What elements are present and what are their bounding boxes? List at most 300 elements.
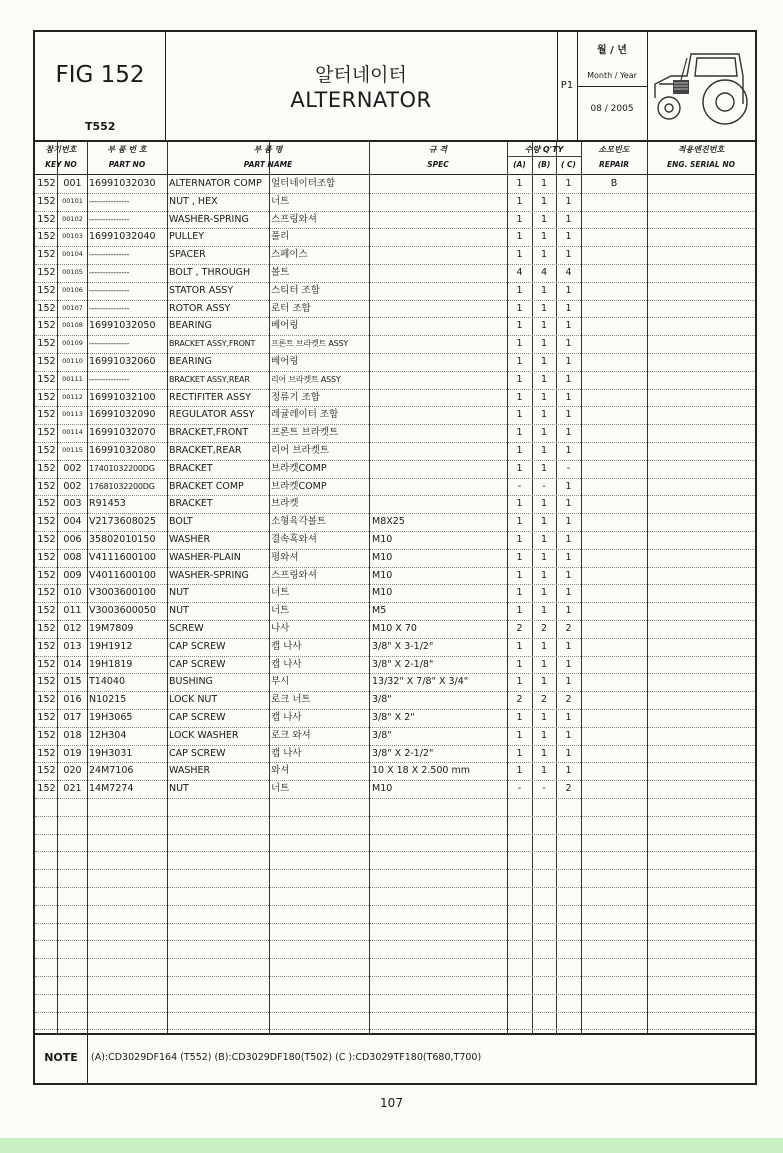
- header-qty-c: ( C): [561, 160, 576, 169]
- cell-b: -: [542, 783, 546, 795]
- header-key-korean: 참기번호: [45, 145, 77, 154]
- page-number: 107: [380, 1096, 403, 1110]
- cell-c: 1: [565, 213, 572, 225]
- cell-key: 019: [63, 747, 82, 759]
- cell-part: V3003600050: [89, 605, 156, 617]
- cell-b: 1: [540, 640, 548, 652]
- cell-b: 1: [540, 587, 548, 599]
- cell-b: 1: [540, 302, 548, 314]
- cell-fig: 152: [37, 409, 56, 421]
- cell-a: 1: [516, 462, 523, 474]
- cell-name-ko: 너트: [271, 195, 290, 207]
- title-english: ALTERNATOR: [290, 88, 432, 112]
- cell-repair: [581, 371, 647, 389]
- cell-fig: 152: [37, 427, 56, 439]
- cell-b: 1: [540, 213, 548, 225]
- cell-fig: 152: [37, 267, 56, 278]
- empty-row: [35, 816, 755, 835]
- cell-fig: 152: [37, 729, 56, 741]
- cell-name-en: BRACKET ASSY,REAR: [169, 374, 250, 384]
- cell-spec: [372, 228, 507, 246]
- cell-key: 00115: [62, 446, 83, 454]
- cell-a: 1: [516, 302, 523, 314]
- cell-key: 011: [63, 605, 82, 617]
- cell-key: 00105: [62, 268, 83, 276]
- empty-row: [35, 976, 755, 995]
- cell-a: 1: [516, 658, 523, 670]
- header-serial-korean: 적용엔진번호: [677, 145, 725, 154]
- table-row: [35, 460, 755, 479]
- cell-name-ko: 리어 브라켓트: [271, 445, 330, 456]
- cell-part: ---------------: [89, 214, 130, 224]
- cell-repair: [581, 620, 647, 638]
- cell-c: 1: [565, 195, 572, 207]
- cell-fig: 152: [37, 231, 56, 243]
- table-row: [35, 371, 755, 390]
- cell-part: ---------------: [89, 339, 130, 349]
- cell-spec: [372, 442, 507, 460]
- cell-name-en: WASHER-SPRING: [169, 213, 249, 225]
- cell-key: 009: [63, 569, 82, 581]
- cell-repair: [581, 282, 647, 300]
- cell-name-ko: 로터 조합: [271, 302, 311, 314]
- cell-fig: 152: [37, 391, 56, 403]
- table-row: [35, 762, 755, 781]
- cell-repair: [581, 531, 647, 549]
- cell-spec: M5: [372, 605, 387, 617]
- cell-spec: [372, 282, 507, 300]
- cell-spec: M10: [372, 551, 393, 563]
- cell-repair: [581, 424, 647, 442]
- table-row: [35, 317, 755, 336]
- table-row: [35, 424, 755, 443]
- cell-a: 2: [516, 623, 523, 634]
- cell-fig: 152: [37, 676, 56, 688]
- table-row: [35, 228, 755, 247]
- cell-name-ko: 결속혹와셔: [271, 534, 317, 545]
- cell-part: N10215: [89, 694, 127, 706]
- cell-b: 1: [540, 195, 548, 207]
- cell-a: 1: [516, 445, 523, 456]
- empty-row: [35, 994, 755, 1013]
- cell-a: 1: [516, 338, 523, 350]
- cell-c: 2: [565, 694, 572, 706]
- cell-key: 00111: [62, 374, 83, 383]
- cell-name-ko: 너트: [271, 587, 290, 599]
- cell-name-en: CAP SCREW: [169, 747, 226, 759]
- cell-name-ko: 베어링: [271, 320, 299, 332]
- date-divider: [577, 86, 647, 87]
- cell-spec: [372, 175, 507, 193]
- table-row: [35, 656, 755, 675]
- cell-part: 16991032080: [89, 445, 156, 456]
- cell-c: 1: [565, 338, 572, 350]
- cell-b: 1: [540, 765, 548, 777]
- column-header-row: [35, 140, 755, 175]
- cell-a: -: [517, 480, 522, 492]
- header-spec-korean: 규 격: [428, 145, 448, 154]
- cell-c: 1: [565, 551, 572, 563]
- cell-repair: [581, 709, 647, 727]
- cell-a: 2: [516, 694, 523, 706]
- cell-spec: [372, 300, 507, 318]
- cell-key: 004: [63, 516, 82, 528]
- cell-c: 1: [565, 516, 572, 528]
- cell-fig: 152: [37, 747, 56, 759]
- header-qty-a: (A): [513, 160, 526, 169]
- cell-repair: [581, 264, 647, 282]
- cell-name-en: BEARING: [169, 320, 212, 332]
- cell-b: 2: [540, 694, 548, 706]
- cell-a: 1: [516, 640, 523, 652]
- cell-part: ---------------: [89, 250, 130, 260]
- cell-spec: 13/32" X 7/8" X 3/4": [372, 676, 469, 688]
- cell-c: 1: [565, 284, 572, 296]
- cell-key: 008: [63, 551, 82, 563]
- cell-c: 1: [565, 729, 572, 741]
- cell-repair: [581, 228, 647, 246]
- cell-repair: [581, 193, 647, 211]
- cell-spec: [372, 193, 507, 211]
- cell-a: 1: [516, 178, 523, 189]
- cell-key: 012: [63, 623, 82, 634]
- cell-c: 2: [565, 783, 572, 795]
- cell-repair: [581, 638, 647, 656]
- cell-part: 16991032040: [89, 231, 156, 243]
- cell-name-ko: 프론트 브라켓트 ASSY: [271, 339, 349, 349]
- cell-name-ko: 리어 브라켓트 ASSY: [271, 374, 341, 384]
- cell-name-ko: 캡 나사: [271, 658, 302, 670]
- cell-name-en: BRACKET: [169, 462, 213, 474]
- cell-name-ko: 스프링와셔: [271, 569, 317, 581]
- cell-spec: [372, 495, 507, 513]
- cell-key: 00110: [62, 357, 83, 365]
- cell-repair: [581, 246, 647, 264]
- table-row: [35, 531, 755, 550]
- table-row: [35, 549, 755, 568]
- cell-c: 1: [565, 658, 572, 670]
- cell-c: 1: [565, 391, 572, 403]
- cell-part: ---------------: [89, 285, 130, 295]
- date-value: 08 / 2005: [590, 104, 634, 114]
- model-label: T552: [85, 120, 116, 133]
- cell-name-en: BRACKET COMP: [169, 480, 244, 492]
- cell-b: 1: [540, 534, 548, 545]
- cell-key: 00104: [62, 250, 83, 259]
- cell-b: 1: [540, 320, 548, 332]
- cell-spec: M10: [372, 534, 393, 545]
- cell-fig: 152: [37, 587, 56, 599]
- cell-key: 021: [63, 783, 82, 795]
- cell-part: ---------------: [89, 303, 130, 313]
- cell-c: 1: [565, 676, 572, 688]
- cell-c: 1: [565, 231, 572, 243]
- cell-fig: 152: [37, 640, 56, 652]
- cell-a: 1: [516, 676, 523, 688]
- cell-name-ko: 볼트: [271, 267, 290, 278]
- cell-part: 35802010150: [89, 534, 156, 545]
- cell-a: 1: [516, 427, 523, 439]
- cell-a: 1: [516, 320, 523, 332]
- cell-fig: 152: [37, 694, 56, 706]
- table-row: [35, 673, 755, 692]
- title-box: [165, 32, 558, 140]
- cell-part: 19H1912: [89, 640, 133, 652]
- cell-repair: [581, 406, 647, 424]
- cell-part: ---------------: [89, 268, 130, 277]
- cell-name-en: BOLT , THROUGH: [169, 267, 251, 278]
- cell-repair: [581, 549, 647, 567]
- table-row: [35, 246, 755, 265]
- cell-name-en: WASHER-SPRING: [169, 569, 249, 581]
- cell-key: 017: [63, 712, 82, 723]
- cell-c: 1: [565, 765, 572, 777]
- cell-key: 015: [63, 676, 82, 688]
- cell-name-ko: 너트: [271, 783, 290, 795]
- cell-name-en: LOCK NUT: [169, 694, 218, 706]
- cell-repair: [581, 300, 647, 318]
- cell-part: 19M7809: [89, 623, 134, 634]
- cell-c: 1: [565, 178, 572, 189]
- cell-c: 1: [565, 640, 572, 652]
- cell-name-en: ROTOR ASSY: [169, 302, 231, 314]
- cell-name-en: PULLEY: [169, 231, 205, 243]
- table-row: [35, 727, 755, 746]
- cell-name-ko: 브라켓COMP: [271, 462, 327, 474]
- cell-name-en: SPACER: [169, 249, 206, 261]
- table-row: [35, 584, 755, 603]
- cell-part: 12H304: [89, 729, 127, 741]
- cell-fig: 152: [37, 498, 56, 510]
- cell-name-ko: 캡 나사: [271, 640, 302, 652]
- header-qty-b: (B): [537, 160, 551, 169]
- cell-b: -: [542, 480, 546, 492]
- cell-spec: [372, 264, 507, 282]
- date-header-korean: 월 / 년: [597, 45, 627, 56]
- cell-name-en: NUT: [169, 587, 189, 599]
- cell-spec: [372, 460, 507, 478]
- table-row: [35, 389, 755, 408]
- cell-b: 1: [540, 747, 548, 759]
- cell-b: 1: [540, 676, 548, 688]
- cell-c: 1: [565, 534, 572, 545]
- header-part-korean: 부 품 번 호: [107, 145, 147, 154]
- empty-row: [35, 940, 755, 959]
- cell-a: 1: [516, 249, 523, 261]
- parts-table: [35, 140, 755, 1035]
- cell-name-en: BRACKET,REAR: [169, 445, 242, 456]
- cell-spec: [372, 353, 507, 371]
- cell-fig: 152: [37, 195, 56, 207]
- cell-key: 00107: [62, 303, 83, 312]
- table-row: [35, 211, 755, 230]
- cell-key: 002: [63, 462, 82, 474]
- cell-part: R91453: [89, 498, 126, 510]
- cell-c: 1: [565, 480, 572, 492]
- cell-fig: 152: [37, 569, 56, 581]
- cell-key: 010: [63, 587, 82, 599]
- cell-fig: 152: [37, 765, 56, 777]
- cell-repair: [581, 762, 647, 780]
- cell-b: 1: [540, 462, 548, 474]
- table-row: [35, 691, 755, 710]
- table-row: [35, 513, 755, 532]
- cell-part: 17681032200DG: [89, 481, 155, 491]
- cell-name-ko: 얼터네이터조합: [271, 178, 336, 189]
- cell-name-en: LOCK WASHER: [169, 729, 239, 741]
- cell-repair: [581, 584, 647, 602]
- cell-repair: [581, 460, 647, 478]
- cell-fig: 152: [37, 605, 56, 617]
- cell-b: 1: [540, 605, 548, 617]
- cell-name-en: RECTIFITER ASSY: [169, 391, 251, 403]
- scan-bottom-band: [0, 1138, 783, 1153]
- cell-part: V3003600100: [89, 587, 156, 599]
- cell-fig: 152: [37, 320, 56, 332]
- cell-b: 1: [540, 445, 548, 456]
- cell-repair: [581, 495, 647, 513]
- cell-fig: 152: [37, 373, 56, 385]
- cell-a: 1: [516, 587, 523, 599]
- cell-b: 1: [540, 729, 548, 741]
- table-row: [35, 300, 755, 319]
- cell-name-en: ALTERNATOR COMP: [169, 178, 262, 189]
- tractor-icon: [647, 32, 755, 140]
- cell-name-en: BUSHING: [169, 676, 213, 688]
- table-row: [35, 282, 755, 301]
- page-label: P1: [560, 80, 574, 91]
- cell-repair: [581, 353, 647, 371]
- cell-c: 4: [565, 267, 572, 278]
- page-box: [557, 32, 578, 140]
- cell-b: 1: [540, 284, 548, 296]
- cell-fig: 152: [37, 356, 56, 367]
- cell-name-ko: 나사: [271, 623, 290, 634]
- empty-row: [35, 905, 755, 924]
- cell-part: V4011600100: [89, 569, 156, 581]
- cell-a: 1: [516, 712, 523, 723]
- cell-key: 003: [63, 498, 82, 510]
- cell-c: 1: [565, 569, 572, 581]
- cell-a: 1: [516, 516, 523, 528]
- cell-name-ko: 로크 와셔: [271, 729, 311, 741]
- cell-b: 1: [540, 373, 548, 385]
- table-row: [35, 745, 755, 764]
- table-row: [35, 602, 755, 621]
- note-section: [35, 1033, 755, 1083]
- cell-a: 1: [516, 534, 523, 545]
- cell-name-ko: 스티터 조합: [271, 284, 320, 296]
- cell-fig: 152: [37, 445, 56, 456]
- cell-part: ---------------: [89, 196, 130, 206]
- cell-fig: 152: [37, 338, 56, 350]
- cell-key: 00101: [62, 196, 83, 205]
- cell-b: 1: [540, 658, 548, 670]
- cell-name-ko: 프론트 브라켓트: [271, 427, 339, 439]
- cell-fig: 152: [37, 462, 56, 474]
- cell-key: 00103: [62, 232, 83, 241]
- cell-part: 14M7274: [89, 783, 134, 795]
- cell-part: 16991032070: [89, 427, 156, 439]
- cell-a: 1: [516, 729, 523, 741]
- cell-c: 1: [565, 302, 572, 314]
- cell-repair: [581, 727, 647, 745]
- cell-b: 1: [540, 551, 548, 563]
- cell-c: 2: [565, 623, 572, 634]
- cell-name-ko: 스페이스: [271, 249, 308, 261]
- cell-b: 4: [540, 267, 548, 278]
- empty-row: [35, 887, 755, 906]
- cell-b: 1: [540, 516, 548, 528]
- cell-b: 1: [540, 569, 548, 581]
- cell-repair: [581, 389, 647, 407]
- cell-spec: M10: [372, 783, 393, 795]
- cell-name-ko: 평와셔: [271, 551, 299, 563]
- cell-name-ko: 브라켓COMP: [271, 480, 327, 492]
- cell-repair: [581, 317, 647, 335]
- header-spec-english: SPEC: [427, 160, 449, 169]
- cell-key: 014: [63, 658, 82, 670]
- cell-fig: 152: [37, 302, 56, 314]
- cell-b: 1: [540, 498, 548, 510]
- cell-a: 1: [516, 195, 523, 207]
- cell-fig: 152: [37, 623, 56, 634]
- cell-name-en: BOLT: [169, 516, 193, 528]
- cell-repair: [581, 691, 647, 709]
- table-row: [35, 780, 755, 799]
- figure-box: [35, 32, 166, 140]
- cell-name-en: BRACKET,FRONT: [169, 427, 249, 439]
- tractor-picture: [647, 32, 755, 140]
- cell-a: 1: [516, 605, 523, 617]
- cell-repair: [581, 673, 647, 691]
- cell-name-ko: 로크 너트: [271, 694, 311, 706]
- cell-key: 00108: [62, 321, 83, 330]
- cell-b: 1: [540, 391, 548, 403]
- cell-fig: 152: [37, 712, 56, 723]
- cell-key: 002: [63, 480, 82, 492]
- empty-row: [35, 958, 755, 977]
- cell-key: 016: [63, 694, 82, 706]
- cell-b: 1: [540, 178, 548, 189]
- cell-spec: M10: [372, 587, 393, 599]
- cell-b: 1: [540, 712, 548, 723]
- parts-sheet: [33, 30, 757, 1085]
- table-row: [35, 406, 755, 425]
- cell-name-ko: 와셔: [271, 765, 290, 777]
- table-row: [35, 478, 755, 497]
- cell-repair: [581, 442, 647, 460]
- cell-fig: 152: [37, 658, 56, 670]
- cell-spec: [372, 389, 507, 407]
- cell-c: 1: [565, 249, 572, 261]
- cell-name-en: WASHER: [169, 765, 211, 777]
- cell-part: 19H3065: [89, 712, 133, 723]
- cell-name-ko: 베어링: [271, 356, 299, 367]
- table-row: [35, 335, 755, 354]
- cell-spec: 3/8" X 3-1/2": [372, 640, 434, 652]
- cell-a: 1: [516, 213, 523, 225]
- cell-name-en: STATOR ASSY: [169, 284, 234, 296]
- cell-spec: [372, 478, 507, 496]
- cell-key: 020: [63, 765, 82, 777]
- table-row: [35, 442, 755, 461]
- cell-a: 1: [516, 498, 523, 510]
- cell-c: 1: [565, 587, 572, 599]
- header-serial-english: ENG. SERIAL NO: [667, 160, 735, 169]
- cell-a: -: [517, 783, 522, 795]
- cell-key: 00112: [62, 392, 83, 401]
